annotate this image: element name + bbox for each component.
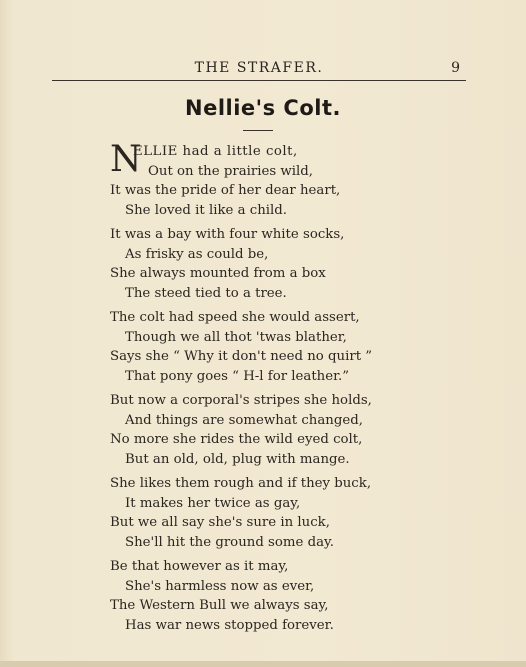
- poem-line: Out on the prairies wild,: [148, 163, 314, 179]
- drop-cap: N: [110, 139, 142, 180]
- poem-line: No more she rides the wild eyed colt,: [110, 432, 363, 447]
- poem-line: She'll hit the ground some day.: [125, 534, 335, 550]
- stanza-2: [110, 225, 410, 303]
- poem-line: Be that however as it may,: [110, 559, 289, 574]
- poem-line: But an old, old, plug with mange.: [125, 451, 350, 467]
- running-header: [52, 58, 466, 81]
- stanza-5: [110, 474, 410, 552]
- poem-line: It was the pride of her dear heart,: [110, 183, 341, 198]
- running-title: THE STRAFER.: [194, 60, 324, 76]
- poem-body: [110, 139, 410, 640]
- stanza-3: [110, 308, 410, 386]
- poem-line: It makes her twice as gay,: [125, 495, 301, 511]
- poem-title: Nellie's Colt.: [185, 96, 341, 120]
- poem-line: But we all say she's sure in luck,: [110, 515, 330, 530]
- poem-line: She likes them rough and if they buck,: [110, 476, 372, 491]
- poem-line: As frisky as could be,: [125, 246, 269, 262]
- poem-line: And things are somewhat changed,: [125, 412, 363, 428]
- poem-line: Says she “ Why it don't need no quirt ”: [110, 349, 373, 364]
- poem-line: She's harmless now as ever,: [125, 578, 315, 594]
- stanza-6: [110, 557, 410, 635]
- poem-line: Has war news stopped forever.: [125, 617, 334, 633]
- poem-line: The colt had speed she would assert,: [110, 310, 360, 325]
- title-rule: [243, 130, 273, 131]
- poem-line: ELLIE had a little colt,: [133, 144, 298, 159]
- stanza-1: [110, 139, 410, 220]
- poem-line: She always mounted from a box: [110, 266, 326, 281]
- poem-line: But now a corporal's stripes she holds,: [110, 393, 372, 408]
- poem-line: It was a bay with four white socks,: [110, 227, 345, 242]
- poem-line: The steed tied to a tree.: [125, 285, 287, 301]
- poem-line: Though we all thot 'twas blather,: [125, 329, 347, 345]
- stanza-4: [110, 391, 410, 469]
- poem-line: That pony goes “ H-l for leather.”: [125, 368, 350, 384]
- page-number: 9: [451, 60, 460, 76]
- poem-line: The Western Bull we always say,: [110, 598, 329, 613]
- poem-line: She loved it like a child.: [125, 202, 288, 218]
